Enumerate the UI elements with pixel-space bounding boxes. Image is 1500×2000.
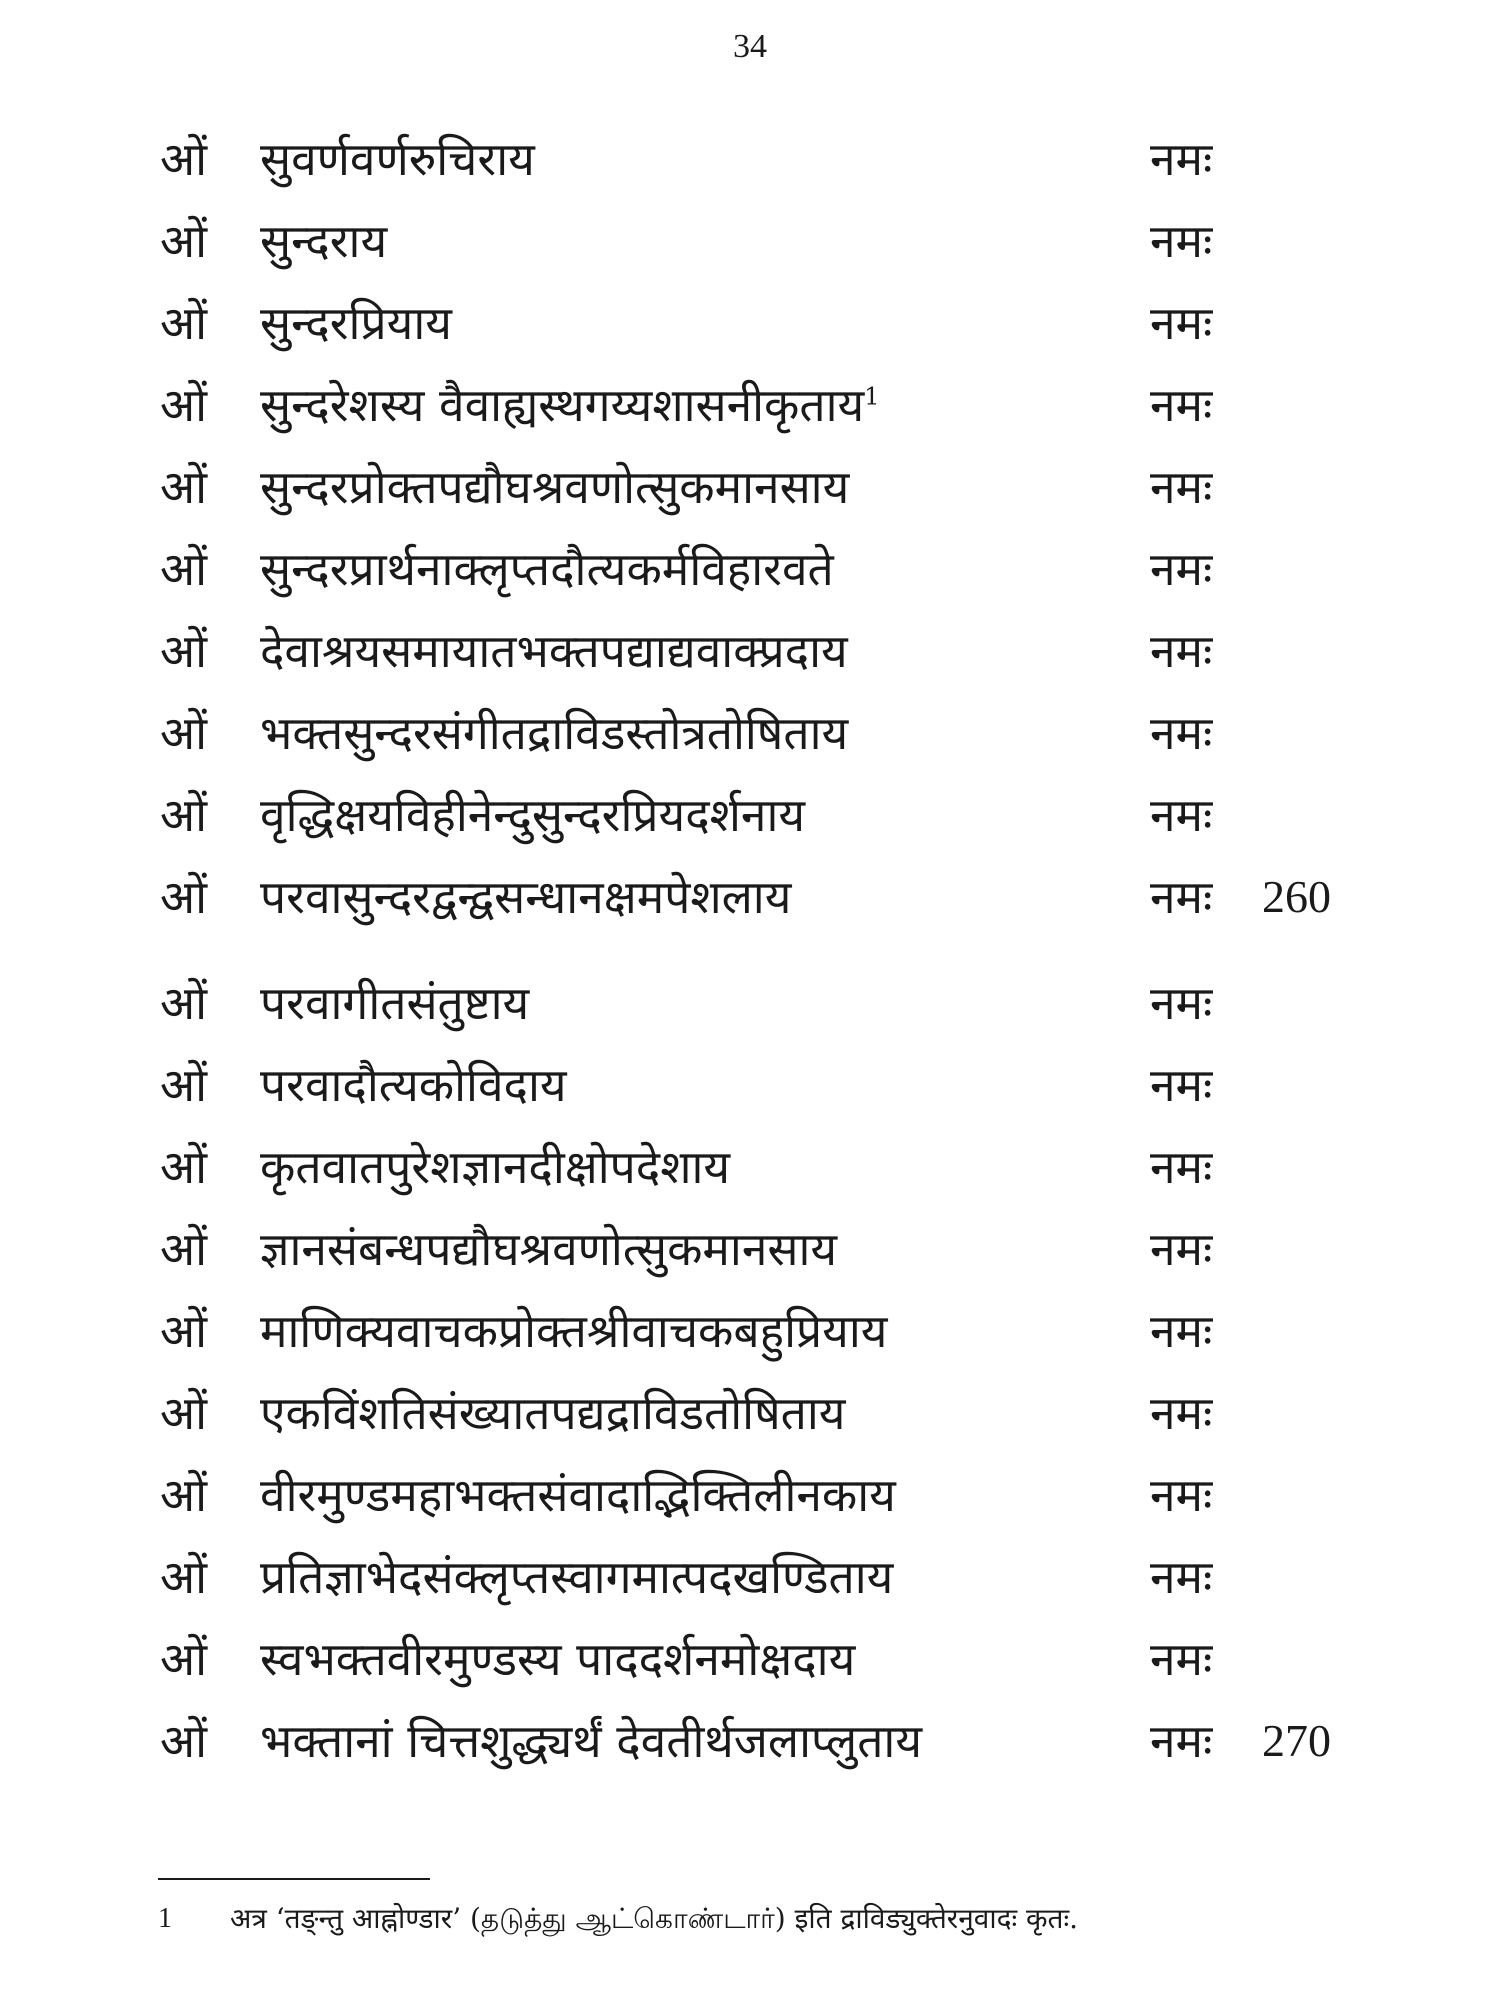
mantra-name (260, 1290, 887, 1372)
mantra-name (260, 856, 791, 938)
footnote-ref[interactable]: 1 (864, 382, 880, 411)
mantra-list (160, 118, 1360, 1782)
om-prefix: ओं (160, 976, 208, 1030)
namah-suffix: नमः (1150, 1386, 1213, 1440)
mantra-name (260, 692, 848, 774)
mantra-row (160, 774, 1360, 856)
mantra-name-text: देवाश्रयसमायातभक्तपद्याद्यवाक्प्रदाय (260, 624, 848, 678)
page-number: 34 (733, 28, 767, 65)
mantra-name (260, 1536, 893, 1618)
mantra-row (160, 1044, 1360, 1126)
om-prefix: ओं (160, 460, 208, 514)
mantra-row (160, 692, 1360, 774)
mantra-row (160, 1126, 1360, 1208)
mantra-name (260, 1126, 730, 1208)
namah-suffix: नमः (1150, 624, 1213, 678)
om-prefix: ओं (160, 1714, 208, 1768)
mantra-name (260, 1208, 837, 1290)
verse-count: 270 (1262, 1715, 1331, 1766)
mantra-name (260, 200, 387, 282)
namah-suffix: नमः (1150, 1222, 1213, 1276)
om-prefix: ओं (160, 1304, 208, 1358)
mantra-row (160, 962, 1360, 1044)
mantra-name (260, 446, 849, 528)
om-prefix: ओं (160, 1386, 208, 1440)
mantra-name-text: भक्तानां चित्तशुद्ध्यर्थं देवतीर्थजलाप्लुताय (260, 1714, 923, 1768)
mantra-name-text: वीरमुण्डमहाभक्तसंवादाद्भिक्तिलीनकाय (260, 1468, 896, 1522)
mantra-row (160, 446, 1360, 528)
mantra-row (160, 1618, 1360, 1700)
namah-suffix: नमः (1150, 214, 1213, 268)
namah-suffix: नमः (1150, 132, 1213, 186)
mantra-row (160, 1454, 1360, 1536)
footnote-divider (158, 1878, 430, 1880)
om-prefix: ओं (160, 132, 208, 186)
namah-suffix: नमः (1150, 1140, 1213, 1194)
mantra-name (260, 282, 452, 364)
om-prefix: ओं (160, 1058, 208, 1112)
om-prefix: ओं (160, 1222, 208, 1276)
om-prefix: ओं (160, 788, 208, 842)
mantra-name (260, 962, 529, 1044)
om-prefix: ओं (160, 542, 208, 596)
mantra-name-text: कृतवातपुरेशज्ञानदीक्षोपदेशाय (260, 1140, 731, 1194)
namah-suffix: नमः (1150, 296, 1213, 350)
mantra-row (160, 118, 1360, 200)
namah-suffix: नमः (1150, 460, 1213, 514)
namah-suffix: नमः (1150, 1304, 1213, 1358)
mantra-name-text: वृद्धिक्षयविहीनेन्दुसुन्दरप्रियदर्शनाय (260, 788, 806, 842)
namah-suffix: नमः (1150, 378, 1213, 432)
om-prefix: ओं (160, 378, 208, 432)
mantra-name (260, 1618, 855, 1700)
namah-suffix: नमः (1150, 976, 1213, 1030)
om-prefix: ओं (160, 296, 208, 350)
mantra-name (260, 1700, 922, 1782)
mantra-row (160, 1208, 1360, 1290)
footnote-text: अत्र ‘तङ्न्तु आह्नोण्डार’ (தடுத்து ஆட்கொண்டார்) इति द्राविड्युक्तेरनुवादः कृतः. (230, 1902, 1079, 1935)
om-prefix: ओं (160, 1468, 208, 1522)
mantra-name (260, 364, 880, 446)
mantra-row (160, 528, 1360, 610)
mantra-name (260, 1454, 896, 1536)
mantra-name-text: सुन्दरेशस्य वैवाह्यस्थगय्यशासनीकृताय (260, 378, 865, 432)
om-prefix: ओं (160, 1632, 208, 1686)
mantra-row (160, 1700, 1360, 1782)
mantra-name-text: भक्तसुन्दरसंगीतद्राविडस्तोत्रतोषिताय (260, 706, 849, 760)
mantra-name-text: सुन्दरप्रार्थनाक्लृप्तदौत्यकर्मविहारवते (260, 542, 834, 596)
mantra-name-text: परवादौत्यकोविदाय (260, 1058, 567, 1112)
verse-count: 260 (1262, 871, 1331, 922)
mantra-name-text: सुन्दरप्रोक्तपद्यौघश्रवणोत्सुकमानसाय (260, 460, 850, 514)
mantra-name-text: माणिक्यवाचकप्रोक्तश्रीवाचकबहुप्रियाय (260, 1304, 888, 1358)
mantra-name-text: ज्ञानसंबन्धपद्यौघश्रवणोत्सुकमानसाय (260, 1222, 838, 1276)
namah-suffix: नमः (1150, 1468, 1213, 1522)
om-prefix: ओं (160, 214, 208, 268)
mantra-row (160, 1536, 1360, 1618)
mantra-name-text: सुवर्णवर्णरुचिराय (260, 132, 535, 186)
namah-suffix: नमः (1150, 1632, 1213, 1686)
mantra-name (260, 610, 848, 692)
namah-suffix: नमः (1150, 542, 1213, 596)
mantra-name (260, 118, 535, 200)
namah-suffix: नमः (1150, 1058, 1213, 1112)
namah-suffix: नमः (1150, 1550, 1213, 1604)
om-prefix: ओं (160, 1550, 208, 1604)
namah-suffix: नमः (1150, 706, 1213, 760)
mantra-name-text: सुन्दराय (260, 214, 388, 268)
mantra-row (160, 1372, 1360, 1454)
mantra-row (160, 610, 1360, 692)
namah-suffix: नमः (1150, 870, 1213, 924)
mantra-name-text: प्रतिज्ञाभेदसंक्लृप्तस्वागमात्पदखण्डिताय (260, 1550, 894, 1604)
mantra-name-text: परवागीतसंतुष्टाय (260, 976, 530, 1030)
mantra-name (260, 774, 805, 856)
om-prefix: ओं (160, 1140, 208, 1194)
mantra-name (260, 1372, 846, 1454)
om-prefix: ओं (160, 706, 208, 760)
mantra-name-text: एकविंशतिसंख्यातपद्यद्राविडतोषिताय (260, 1386, 846, 1440)
mantra-row (160, 200, 1360, 282)
om-prefix: ओं (160, 624, 208, 678)
om-prefix: ओं (160, 870, 208, 924)
namah-suffix: नमः (1150, 1714, 1213, 1768)
footnote-number: 1 (158, 1903, 172, 1934)
mantra-name (260, 528, 834, 610)
footnote (158, 1896, 1358, 1942)
mantra-row (160, 1290, 1360, 1372)
namah-suffix: नमः (1150, 788, 1213, 842)
mantra-row (160, 282, 1360, 364)
mantra-name (260, 1044, 567, 1126)
mantra-row (160, 856, 1360, 938)
mantra-name-text: स्वभक्तवीरमुण्डस्य पाददर्शनमोक्षदाय (260, 1632, 856, 1686)
mantra-name-text: सुन्दरप्रियाय (260, 296, 452, 350)
mantra-row (160, 364, 1360, 446)
mantra-name-text: परवासुन्दरद्वन्द्वसन्धानक्षमपेशलाय (260, 870, 792, 924)
